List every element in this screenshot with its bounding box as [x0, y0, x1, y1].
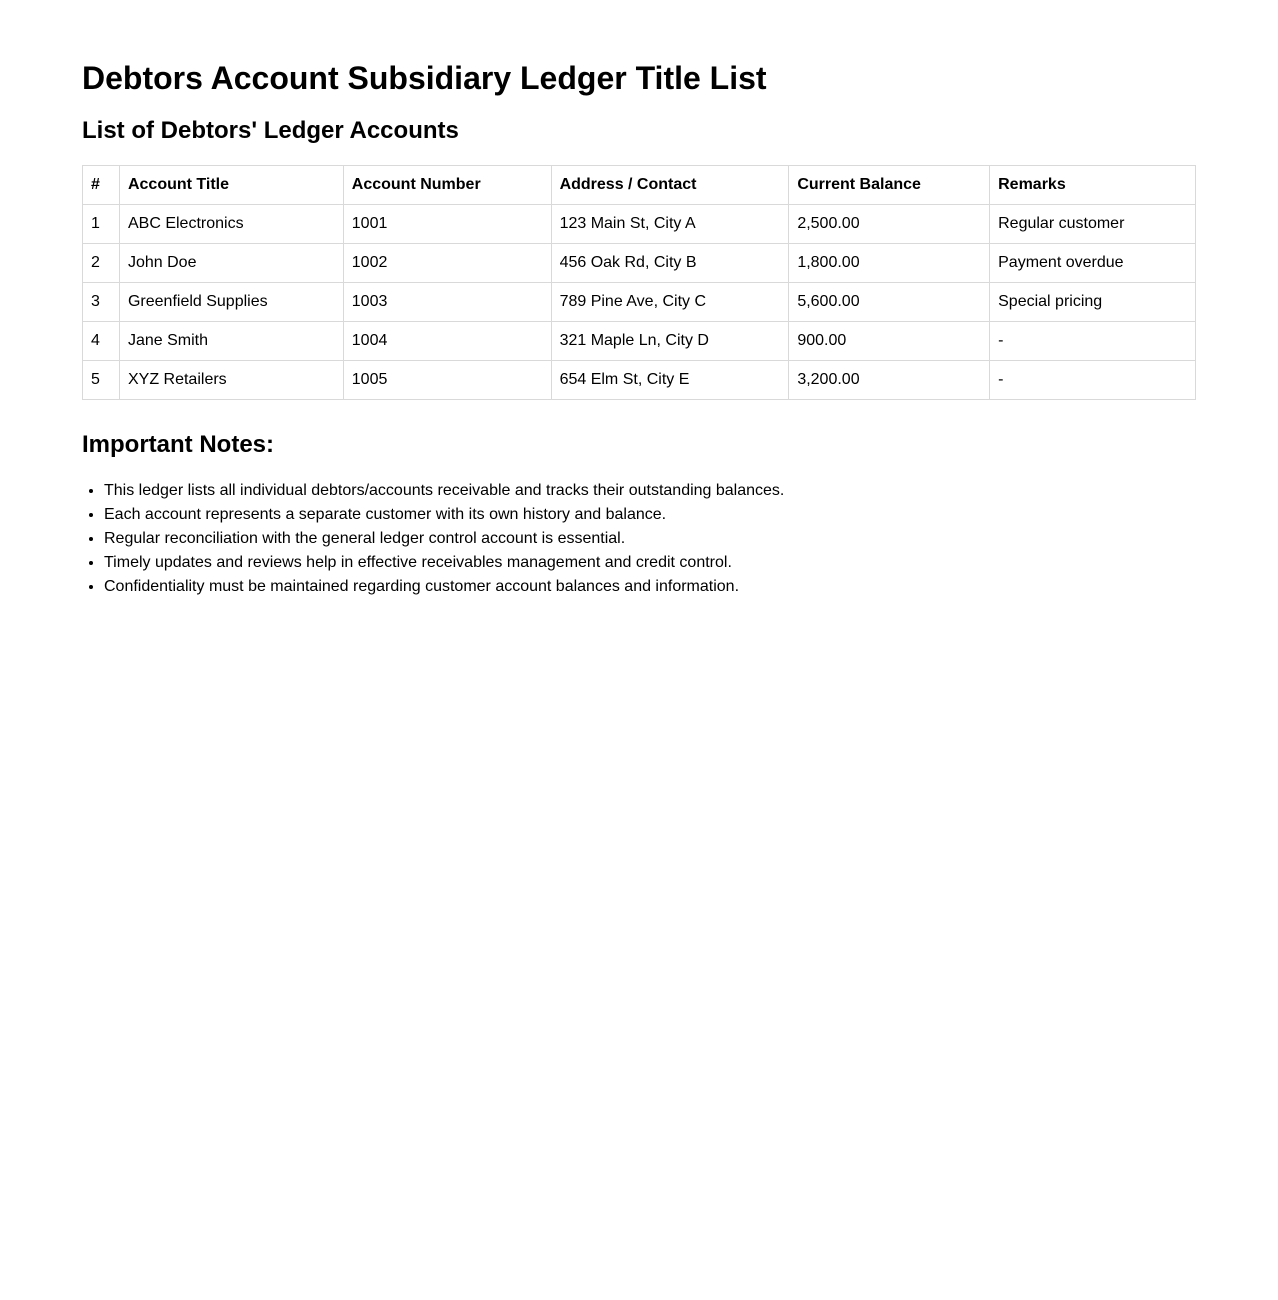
cell-account-number: 1003 [343, 283, 551, 322]
list-item: • Confidentiality must be maintained regarding customer account balances and information. [104, 575, 1196, 599]
cell-number: 4 [83, 322, 120, 361]
debtors-table [82, 165, 1196, 400]
cell-balance: 1,800.00 [789, 244, 990, 283]
cell-number: 1 [83, 205, 120, 244]
section-title: List of Debtors' Ledger Accounts [82, 117, 459, 144]
list-item: • This ledger lists all individual debtors/accounts receivable and tracks their outstanding balances. [104, 479, 1196, 503]
column-header-balance: Current Balance [789, 166, 990, 205]
list-item: • Regular reconciliation with the general ledger control account is essential. [104, 527, 1196, 551]
page [0, 0, 1278, 599]
notes-list [82, 479, 1196, 599]
cell-address: 321 Maple Ln, City D [551, 322, 789, 361]
cell-remarks: Special pricing [990, 283, 1196, 322]
cell-address: 456 Oak Rd, City B [551, 244, 789, 283]
table-row [83, 283, 1196, 322]
column-header-account-number: Account Number [343, 166, 551, 205]
cell-remarks: Regular customer [990, 205, 1196, 244]
cell-account-number: 1002 [343, 244, 551, 283]
cell-balance: 900.00 [789, 322, 990, 361]
cell-remarks: - [990, 322, 1196, 361]
cell-account-title: XYZ Retailers [119, 361, 343, 400]
column-header-address: Address / Contact [551, 166, 789, 205]
cell-number: 5 [83, 361, 120, 400]
table-row [83, 205, 1196, 244]
table-header-row [83, 166, 1196, 205]
table-row [83, 244, 1196, 283]
cell-balance: 2,500.00 [789, 205, 990, 244]
cell-account-title: John Doe [119, 244, 343, 283]
list-item: • Timely updates and reviews help in effective receivables management and credit control. [104, 551, 1196, 575]
cell-account-title: ABC Electronics [119, 205, 343, 244]
page-title: Debtors Account Subsidiary Ledger Title List [82, 60, 767, 96]
cell-account-title: Greenfield Supplies [119, 283, 343, 322]
table-row [83, 361, 1196, 400]
cell-account-number: 1004 [343, 322, 551, 361]
cell-address: 789 Pine Ave, City C [551, 283, 789, 322]
cell-account-number: 1005 [343, 361, 551, 400]
cell-number: 2 [83, 244, 120, 283]
column-header-number: # [83, 166, 120, 205]
cell-account-number: 1001 [343, 205, 551, 244]
column-header-account-title: Account Title [119, 166, 343, 205]
table-row [83, 322, 1196, 361]
notes-title: Important Notes: [82, 431, 274, 458]
cell-remarks: - [990, 361, 1196, 400]
cell-remarks: Payment overdue [990, 244, 1196, 283]
column-header-remarks: Remarks [990, 166, 1196, 205]
cell-balance: 3,200.00 [789, 361, 990, 400]
cell-balance: 5,600.00 [789, 283, 990, 322]
cell-address: 654 Elm St, City E [551, 361, 789, 400]
list-item: • Each account represents a separate customer with its own history and balance. [104, 503, 1196, 527]
cell-number: 3 [83, 283, 120, 322]
cell-account-title: Jane Smith [119, 322, 343, 361]
cell-address: 123 Main St, City A [551, 205, 789, 244]
